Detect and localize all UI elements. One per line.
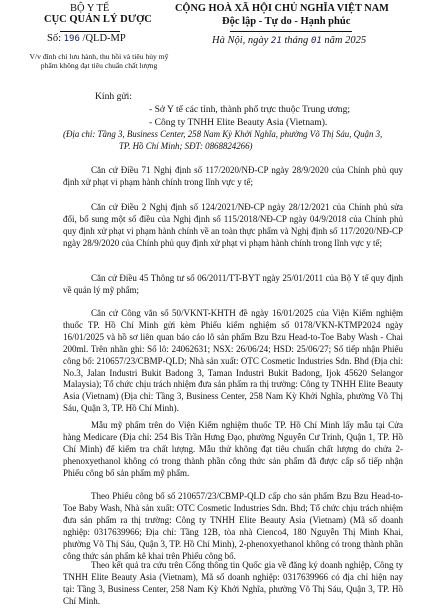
body-paragraph-7 — [63, 560, 403, 608]
paragraph-text: Căn cứ Điều 71 Nghị định số 117/2020/NĐ-CP ngày 28/9/2020 của Chính phủ quy định xử phạt vi phạm hành chính trong lĩnh vực y tế; — [63, 165, 403, 187]
body-paragraph-1 — [63, 165, 403, 189]
department-underline — [60, 31, 120, 32]
date-month: 01 — [310, 36, 322, 46]
paragraph-text: Căn cứ Điều 45 Thông tư số 06/2011/TT-BYT ngày 25/01/2011 của Bộ Y tế quy định về quản lý mỹ phẩm; — [63, 273, 403, 295]
body-paragraph-5 — [63, 420, 403, 480]
department-name: CỤC QUẢN LÝ DƯỢC — [44, 14, 152, 25]
recipients-greeting: Kính gửi: — [95, 91, 132, 102]
body-paragraph-3 — [63, 273, 403, 297]
number-suffix: /QLD-MP — [82, 33, 126, 44]
number-label: Số: — [47, 33, 62, 44]
recipient-2: - Công ty TNHH Elite Beauty Asia (Vietnam). — [149, 117, 328, 128]
paragraph-text: Theo Phiếu công bố số 210657/23/CBMP-QLD cấp cho sản phẩm Bzu Bzu Head-to-Toe Baby Wash, Nhà sản xuất: OTC Cosmetic Industries Sdn. Bhd; Tổ chức chịu trách nhiệm đưa sản phẩm ra thị trường: Công ty TNHH Elite Beauty Asia (Vietnam) (Mã số doanh nghiệp: 0317639966; Địa chỉ: Tầng 12B, tòa nhà Cienco4, 180 Nguyễn Thị Minh Khai, phường Võ Thị Sáu, Quận 3, TP. Hồ Chí Minh), 2-phenoxyethanol không có trong thành phần công thức sản phẩm kê khai trên Phiếu công bố. — [63, 491, 403, 561]
paragraph-text: Căn cứ Điều 2 Nghị định số 124/2021/NĐ-CP ngày 28/12/2021 của Chính phủ sửa đổi, bổ sung một số điều của Nghị định số 115/2018/NĐ-CP ngày 04/9/2018 của Chính phủ quy định xử phạt vi phạm hành chính về an toàn thực phẩm và Nghị định số 117/2020/NĐ-CP ngày 28/9/2020 của Chính phủ quy định xử phạt vi phạm hành chính trong lĩnh vực y tế; — [63, 202, 403, 248]
date-day: 21 — [270, 36, 282, 46]
paragraph-text: Mẫu mỹ phẩm trên do Viện Kiểm nghiệm thuốc TP. Hồ Chí Minh lấy mẫu tại Cửa hàng Medicare (Địa chỉ: 254 Bis Trần Hưng Đạo, phường Nguyễn Cư Trinh, Quận 1, TP. Hồ Chí Minh) để kiểm tra chất lượng. Mẫu thử không đạt tiêu chuẩn chất lượng do chứa 2-phenoxyethanol không có trong thành phần công thức sản phẩm đã được cấp số tiếp nhận Phiếu công bố sản phẩm mỹ phẩm. — [63, 420, 403, 478]
body-paragraph-4 — [63, 308, 403, 415]
document-number — [47, 33, 126, 44]
month-label: tháng — [284, 35, 309, 46]
number-value: 196 — [63, 34, 80, 44]
motto: Độc lập - Tự do - Hạnh phúc — [222, 16, 351, 27]
recipient-address-2: TP. Hồ Chí Minh; SĐT: 0868824266) — [119, 141, 253, 151]
ministry-name: BỘ Y TẾ — [70, 3, 110, 14]
paragraph-text: Căn cứ Công văn số 50/VKNT-KHTH đề ngày 16/01/2025 của Viện Kiểm nghiệm thuốc TP. Hồ Chí Minh gửi kèm Phiếu kiểm nghiệm số 0178/VKN-KTMP2024 ngày 16/01/2025 và hồ sơ liên quan báo cáo lô sản phẩm Bzu Bzu Head-to-Toe Baby Wash - Chai 200ml. Trên nhãn ghi: Số lô: 24062631; NSX: 26/06/24; HSD: 25/06/27; Số tiếp nhận Phiếu công bố: 210657/23/CBMP-QLD; Nhà sản xuất: OTC Cosmetic Industries Sdn. Bhd (Địa chỉ: No.3, Jalan Industri Bukit Badong 3, Taman Industri Bukit Badong, Ijok 45620 Selangor Malaysia); Tổ chức chịu trách nhiệm đưa sản phẩm ra thị trường: Công ty TNHH Elite Beauty Asia (Vietnam) (Địa chỉ: Tầng 3, Business Center, 258 Nam Kỳ Khởi Nghĩa, phường Võ Thị Sáu, Quận 3, TP. Hồ Chí Minh). — [63, 308, 403, 414]
recipient-1: - Sở Y tế các tỉnh, thành phố trực thuộc Trung ương; — [149, 104, 351, 115]
body-paragraph-2 — [63, 202, 403, 250]
subject-line: V/v đình chỉ lưu hành, thu hồi và tiêu hủy mỹ phẩm không đạt tiêu chuẩn chất lượng — [29, 52, 169, 71]
recipient-address-1: (Địa chỉ: Tầng 3, Business Center, 258 Nam Kỳ Khởi Nghĩa, phường Võ Thị Sáu, Quận 3, — [63, 129, 383, 139]
country-name: CỘNG HOÀ XÃ HỘI CHỦ NGHĨA VIỆT NAM — [175, 3, 389, 14]
year-label: năm 2025 — [324, 35, 367, 46]
place-date-prefix: Hà Nội, ngày — [212, 35, 269, 46]
motto-underline — [230, 31, 352, 32]
place-date — [212, 35, 366, 46]
body-paragraph-6 — [63, 491, 403, 562]
paragraph-text: Theo kết quả tra cứu trên Cổng thông tin Quốc gia về đăng ký doanh nghiệp, Công ty TNHH Elite Beauty Asia (Vietnam), Mã số doanh nghiệp: 0317639966 có địa chỉ hiện nay tại: Tầng 3, Business Center, 258 Nam Kỳ Khởi Nghĩa, phường Võ Thị Sáu, Quận 3, TP. Hồ Chí Minh. — [63, 560, 403, 606]
